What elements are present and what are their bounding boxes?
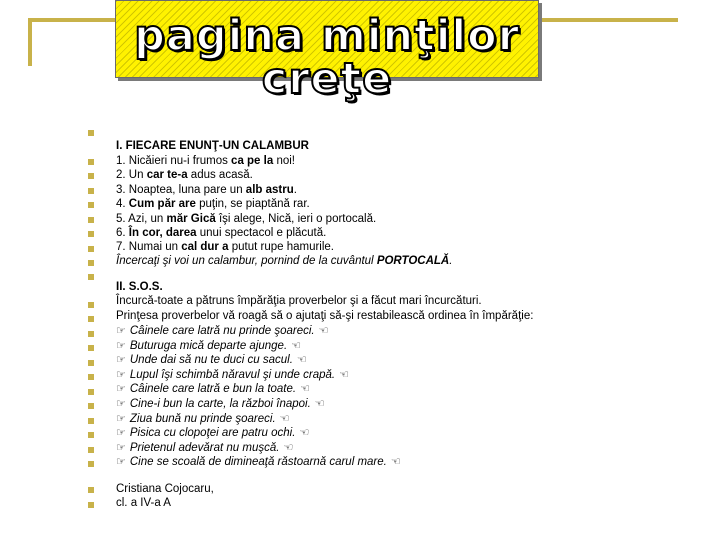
calambur-item [116, 183, 297, 197]
bullet-marker [88, 231, 94, 237]
proverb-item [116, 412, 290, 426]
pointing-hand-right-icon: ☞ [116, 368, 126, 381]
bullet-marker [88, 217, 94, 223]
author-class: cl. a IV-a A [116, 497, 171, 509]
pointing-hand-left-icon: ☜ [279, 412, 290, 425]
calambur-post: puţin, se piaptănă rar. [195, 198, 310, 211]
calambur-bold: ca pe la [231, 155, 274, 167]
calambur-item [116, 226, 326, 240]
bullet-marker [88, 403, 94, 409]
bullet-marker [88, 246, 94, 252]
calambur-post: îşi alege, Nică, ieri o portocală. [215, 212, 377, 225]
bullet-marker [88, 316, 94, 322]
proverb-text: Prietenul adevărat nu muşcă. [129, 441, 280, 454]
calambur-pre: 6. [116, 227, 129, 239]
calambur-item [116, 212, 376, 226]
title-logo [115, 0, 539, 104]
calambur-bold: alb astru [245, 183, 294, 196]
bullet-marker [88, 202, 94, 208]
bullet-marker [88, 345, 94, 351]
calambur-post: unui spectacol e plăcută. [196, 227, 327, 239]
proverb-text: Unde dai să nu te duci cu sacul. [129, 354, 293, 367]
bullet-marker [88, 502, 94, 508]
bullet-marker [88, 159, 94, 165]
pointing-hand-left-icon: ☜ [390, 456, 401, 469]
pointing-hand-left-icon: ☜ [283, 441, 294, 454]
author-name: Cristiana Cojocaru, [116, 483, 214, 495]
proverb-text: Ziua bună nu prinde şoareci. [129, 412, 276, 425]
bullet-marker [88, 260, 94, 266]
calambur-pre: 7. Numai un [116, 241, 182, 254]
bullet-marker [88, 461, 94, 467]
calambur-post: adus acasă. [187, 169, 253, 182]
calambur-bold: măr Gică [166, 212, 216, 225]
proverb-text: Cine se scoală de dimineaţă răstoarnă carul mare. [129, 456, 387, 469]
calambur-bold: car te-a [146, 169, 188, 182]
pointing-hand-right-icon: ☞ [116, 441, 126, 454]
proverb-text: Buturuga mică departe ajunge. [129, 339, 288, 352]
proverb-item [116, 455, 401, 469]
calambur-bold: cal dur a [181, 241, 229, 254]
final-punct: . [449, 255, 453, 267]
proverb-item [116, 368, 349, 382]
proverb-text: Pisica cu clopoţei are patru ochi. [129, 427, 296, 440]
section1-heading: I. FIECARE ENUNŢ-UN CALAMBUR [116, 140, 309, 152]
final-text: Încercaţi şi voi un calambur, pornind de la cuvântul [116, 255, 377, 267]
calambur-post: . [293, 183, 297, 196]
calambur-post: putut rupe hamurile. [228, 241, 334, 254]
calambur-post: noi! [273, 155, 295, 167]
pointing-hand-right-icon: ☞ [116, 325, 126, 337]
pointing-hand-right-icon: ☞ [116, 383, 126, 396]
proverb-item [116, 441, 293, 455]
pointing-hand-left-icon: ☜ [300, 383, 310, 396]
bullet-marker [88, 173, 94, 179]
bullet-marker [88, 331, 94, 337]
section2-heading: II. S.O.S. [116, 281, 163, 293]
proverb-item [116, 353, 307, 367]
frame-left-line [28, 18, 32, 66]
title-logo-text: pagina minţilor creţe [134, 11, 520, 104]
proverb-text: Cine-i bun la carte, la război înapoi. [129, 398, 311, 410]
pointing-hand-left-icon: ☜ [314, 398, 325, 410]
proverb-item [116, 339, 301, 353]
pointing-hand-right-icon: ☞ [116, 339, 126, 352]
section1-final [116, 254, 452, 268]
calambur-item [116, 154, 295, 168]
pointing-hand-left-icon: ☜ [296, 354, 307, 367]
proverb-item [116, 397, 325, 411]
bullet-marker [88, 274, 94, 280]
calambur-item [116, 168, 253, 182]
calambur-pre: 4. [116, 198, 129, 211]
pointing-hand-right-icon: ☞ [116, 398, 126, 410]
calambur-item [116, 240, 334, 254]
section2-intro-2: Prinţesa proverbelor vă roagă să o ajutaţi să-şi restabilească ordinea în împărăţie: [116, 310, 534, 322]
calambur-item [116, 197, 310, 211]
pointing-hand-right-icon: ☞ [116, 412, 126, 425]
calambur-bold: Cum păr are [128, 198, 196, 211]
pointing-hand-left-icon: ☜ [299, 427, 310, 440]
pointing-hand-right-icon: ☞ [116, 456, 126, 469]
bullet-marker [88, 432, 94, 438]
pointing-hand-left-icon: ☜ [339, 368, 349, 381]
pointing-hand-left-icon: ☜ [291, 339, 302, 352]
proverb-text: Lupul îşi schimbă năravul şi unde crapă. [129, 368, 336, 381]
calambur-pre: 3. Noaptea, luna pare un [116, 183, 246, 196]
final-keyword: PORTOCALĂ [376, 255, 450, 267]
calambur-bold: În cor, darea [128, 227, 197, 239]
pointing-hand-left-icon: ☜ [318, 325, 329, 337]
pointing-hand-right-icon: ☞ [116, 354, 126, 367]
bullet-marker [88, 302, 94, 308]
calambur-pre: 5. Azi, un [116, 212, 167, 225]
proverb-item [116, 324, 329, 338]
bullet-marker [88, 487, 94, 493]
bullet-marker [88, 374, 94, 380]
bullet-marker [88, 389, 94, 395]
calambur-pre: 1. Nicăieri nu-i frumos [116, 155, 232, 167]
section2-intro-1: Încurcă-toate a pătruns împărăţia proverbelor şi a făcut mari încurcături. [116, 295, 482, 307]
bullet-marker [88, 447, 94, 453]
calambur-pre: 2. Un [116, 169, 147, 182]
proverb-text: Câinele care latră nu prinde şoareci. [129, 325, 315, 337]
pointing-hand-right-icon: ☞ [116, 427, 126, 440]
proverb-item [116, 382, 310, 396]
bullet-marker [88, 360, 94, 366]
bullet-marker [88, 418, 94, 424]
bullet-marker [88, 188, 94, 194]
bullet-marker [88, 130, 94, 136]
proverb-item [116, 426, 309, 440]
proverb-text: Câinele care latră e bun la toate. [129, 383, 297, 396]
